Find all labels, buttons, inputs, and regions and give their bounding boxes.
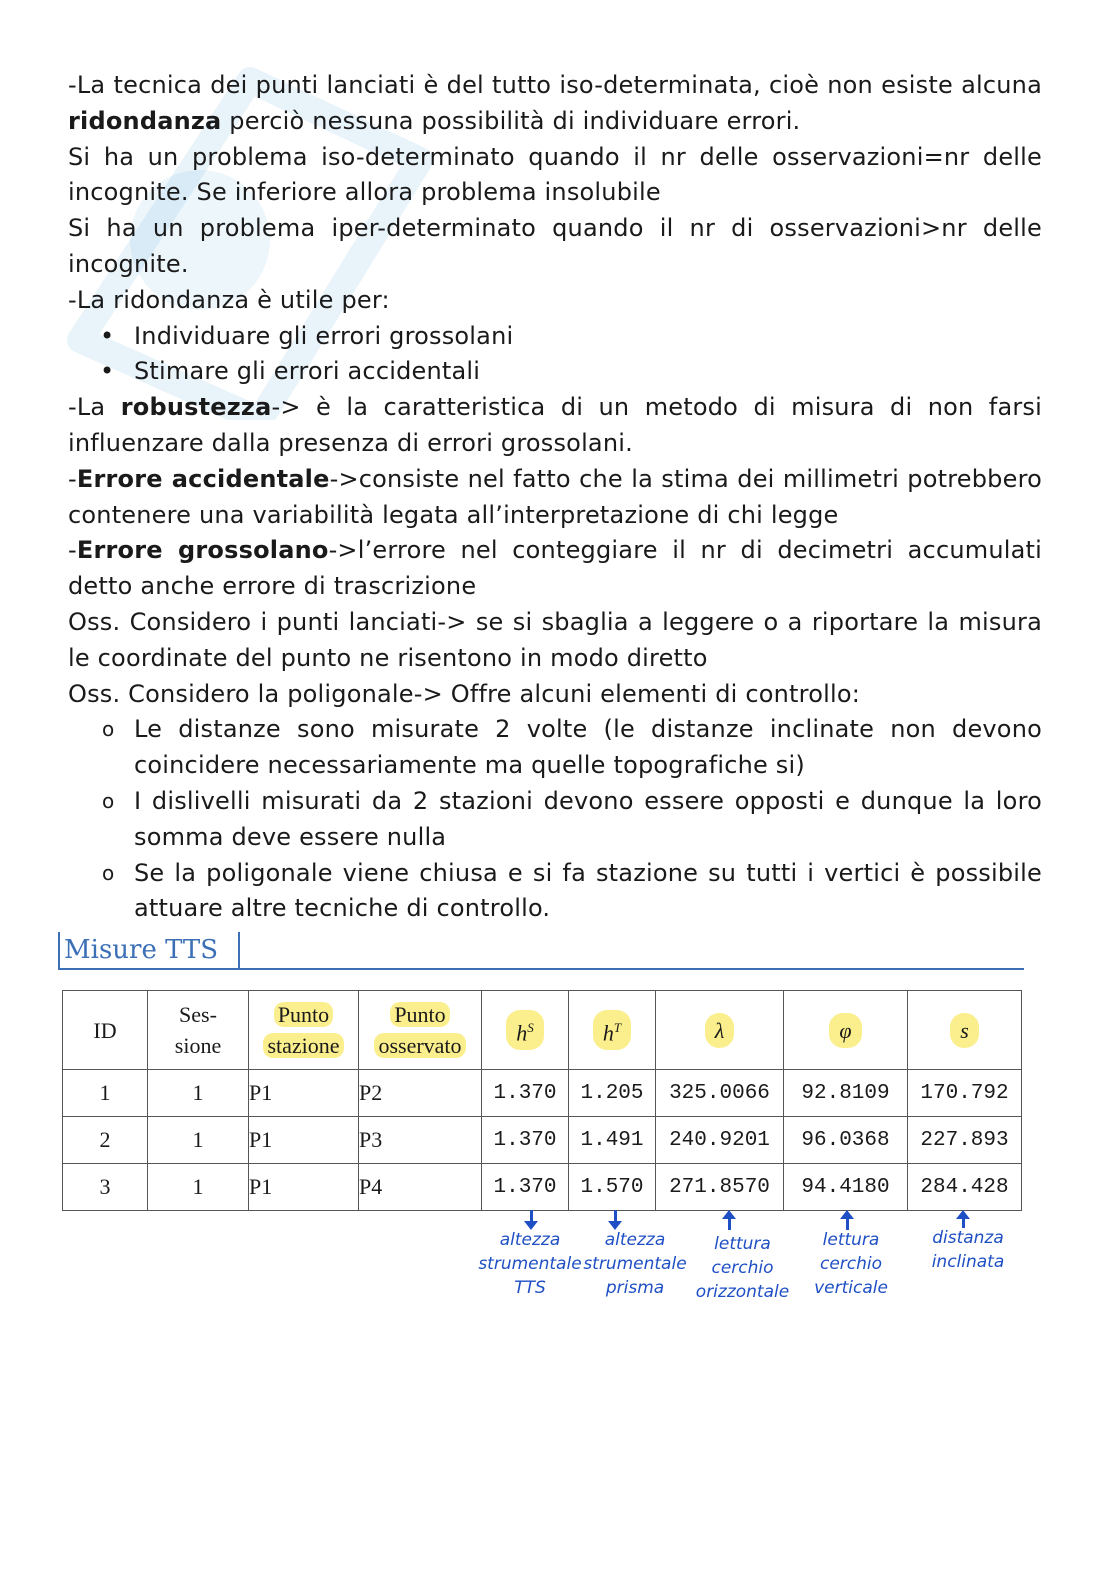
cell-stazione: P1 — [249, 1117, 359, 1164]
arrow-up-icon — [728, 1218, 731, 1230]
table-header-row — [63, 991, 1022, 1070]
paragraph-ridondanza: -La ridondanza è utile per: — [68, 285, 390, 314]
paragraph-oss-poligonale: Oss. Considero la poligonale-> Offre alcuni elementi di controllo: — [68, 679, 860, 708]
note-lambda: lettura cerchio orizzontale — [695, 1234, 790, 1302]
cell-hs: 1.370 — [482, 1164, 569, 1211]
cell-phi: 94.4180 — [784, 1164, 908, 1211]
note-hs: altezza strumentale TTS — [478, 1230, 582, 1298]
header-punto-stazione: Punto stazione — [249, 991, 359, 1070]
cell-s: 227.893 — [908, 1117, 1022, 1164]
paragraph-iper-determinato: Si ha un problema iper-determinato quando il nr di osservazioni>nr delle incognite. — [68, 214, 1042, 278]
list-item: • Stimare gli errori accidentali — [68, 354, 1042, 390]
arrow-down-icon — [530, 1210, 533, 1222]
table-row — [63, 1164, 1022, 1211]
header-phi: φ — [784, 991, 908, 1070]
cell-hs: 1.370 — [482, 1070, 569, 1117]
cell-s: 284.428 — [908, 1164, 1022, 1211]
cell-id: 2 — [63, 1117, 148, 1164]
table-row — [63, 1117, 1022, 1164]
paragraph-errore-grossolano: -Errore grossolano->l’errore nel conteggiare il nr di decimetri accumulati detto anche errore di trascrizione — [68, 536, 1042, 601]
arrow-down-icon — [614, 1210, 617, 1222]
note-ht: altezza strumentale prisma — [583, 1230, 687, 1298]
paragraph-punti-lanciati: -La tecnica dei punti lanciati è del tutto iso-determinata, cioè non esiste alcuna ridondanza perciò nessuna possibilità di individuare errori. — [68, 71, 1042, 135]
tts-table — [62, 990, 1022, 1211]
header-id: ID — [63, 991, 148, 1070]
cell-osservato: P4 — [359, 1164, 482, 1211]
list-item: o Le distanze sono misurate 2 volte (le distanze inclinate non devono coincidere necessariamente ma quelle topografiche si) — [68, 712, 1042, 784]
cell-stazione: P1 — [249, 1164, 359, 1211]
paragraph-errore-accidentale: -Errore accidentale->consiste nel fatto che la stima dei millimetri potrebbero contenere una variabilità legata all’interpretazione di chi legge — [68, 464, 1043, 529]
note-s: distanza inclinata — [931, 1228, 1005, 1272]
cell-lambda: 325.0066 — [656, 1070, 784, 1117]
cell-id: 1 — [63, 1070, 148, 1117]
cell-osservato: P2 — [359, 1070, 482, 1117]
controllo-list — [68, 712, 1042, 927]
paragraph-robustezza: -La robustezza-> è la caratteristica di un metodo di misura di non farsi influenzare dalla presenza di errori grossolani. — [68, 393, 1043, 457]
cell-osservato: P3 — [359, 1117, 482, 1164]
cell-lambda: 240.9201 — [656, 1117, 784, 1164]
header-hs: $h^S$ — [482, 991, 569, 1070]
cell-ht: 1.570 — [569, 1164, 656, 1211]
cell-hs: 1.370 — [482, 1117, 569, 1164]
cell-sessione: 1 — [148, 1117, 249, 1164]
cell-phi: 92.8109 — [784, 1070, 908, 1117]
cell-stazione: P1 — [249, 1070, 359, 1117]
section-heading — [58, 932, 1024, 970]
cell-sessione: 1 — [148, 1164, 249, 1211]
paragraph-iso-determinato: Si ha un problema iso-determinato quando il nr delle osservazioni=nr delle incognite. Se inferiore allora problema insolubile — [68, 142, 1042, 207]
body-text — [68, 68, 1042, 927]
note-phi: lettura cerchio verticale — [814, 1230, 888, 1298]
header-lambda: λ — [656, 991, 784, 1070]
cell-id: 3 — [63, 1164, 148, 1211]
ridondanza-list — [68, 319, 1042, 391]
header-s: s — [908, 991, 1022, 1070]
cell-sessione: 1 — [148, 1070, 249, 1117]
header-ht: $h^T$ — [569, 991, 656, 1070]
section-title: Misure TTS — [58, 932, 240, 968]
cell-ht: 1.205 — [569, 1070, 656, 1117]
cell-ht: 1.491 — [569, 1117, 656, 1164]
cell-phi: 96.0368 — [784, 1117, 908, 1164]
list-item: o I dislivelli misurati da 2 stazioni devono essere opposti e dunque la loro somma deve essere nulla — [68, 784, 1042, 856]
list-item: • Individuare gli errori grossolani — [68, 319, 1042, 355]
paragraph-oss-punti-lanciati: Oss. Considero i punti lanciati-> se si sbaglia a leggere o a riportare la misura le coordinate del punto ne risentono in modo diretto — [68, 607, 1042, 672]
header-sessione: Ses- sione — [148, 991, 249, 1070]
cell-s: 170.792 — [908, 1070, 1022, 1117]
header-punto-osservato: Punto osservato — [359, 991, 482, 1070]
table-row — [63, 1070, 1022, 1117]
list-item: o Se la poligonale viene chiusa e si fa stazione su tutti i vertici è possibile attuare altre tecniche di controllo. — [68, 856, 1042, 928]
cell-lambda: 271.8570 — [656, 1164, 784, 1211]
